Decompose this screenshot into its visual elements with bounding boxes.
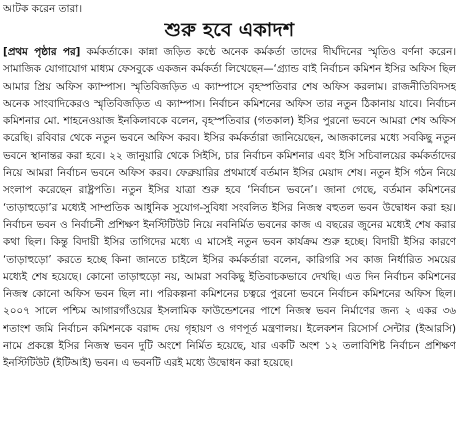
article-clipping — [3, 2, 456, 445]
previous-article-tail: আটক করেন তারা। — [3, 3, 83, 15]
article-headline: শুরু হবে একাদশ — [164, 19, 295, 41]
continued-label: [প্রথম পৃষ্ঠার পর] — [3, 46, 81, 58]
article-body — [3, 44, 456, 373]
article-body-text: কর্মকর্তাকে। কান্না জড়িত কণ্ঠে অনেক কর্মকর্তা তাদের দীর্ঘদিনের স্মৃতিও বর্ণনা করেন। সামাজিক যোগাযোগ মাধ্যম ফেসবুকে একজন কর্মকর্তা লিখেছেন—‘গ্র্যান্ড বাই নির্বাচন কমিশন ইসির অফিস ছিল আমার প্রিয় অফিস ক্যাম্পাস। স্মৃতিবিজড়িত এ ক্যাম্পাসে বৃহস্পতিবার শেষ অফিস করলাম। রাজনীতিবিদসহ অনেক সাংবাদিকেরও স্মৃতিবিজড়িত এ ক্যাম্পাস। নির্বাচন কমিশনের অফিস তার নতুন ঠিকানায় যাবে। নির্বাচন কমিশনার মো. শাহনেওয়াজ ইনকিলাবকে বলেন, বৃহস্পতিবার (গতকাল) ইসির পুরনো ভবনে আমরা শেষ অফিস করেছি। রবিবার থেকে নতুন ভবনে অফিস করব। ইসির কর্মকর্তারা জানিয়েছেন, আজকালের মধ্যে সবকিছু নতুন ভবনে স্থানান্তর করা হবে। ২২ জানুয়ারি থেকে সিইসি, চার নির্বাচন কমিশনার এবং ইসি সচিবালয়ের কর্মকর্তাদের নিয়ে আমরা নির্বাচন ভবনে অফিস করব। ফেব্রুয়ারির প্রথমার্ধে বর্তমান ইসির মেয়াদ শেষ। নতুন ইসি গঠন নিয়ে সংলাপ করেছেন রাষ্ট্রপতি। নতুন ইসির যাত্রা শুরু হবে ‘নির্বাচন ভবনে’। জানা গেছে, বর্তমান কমিশনের ‘তাড়াহুড়ো’র মধ্যেই সাম্প্রতিক আধুনিক সুযোগ-সুবিধা সংবলিত ইসির নিজস্ব বহুতল ভবন উদ্বোধন করা হয়। নির্বাচন ভবন ও নির্বাচনী প্রশিক্ষণ ইনস্টিটিউট নিয়ে নবনির্মিত ভবনের কাজ এ বছরের জুনের মধ্যেই শেষ করার কথা ছিল। কিন্তু বিদায়ী ইসির তাগিদের মধ্যে এ মাসেই নতুন ভবন কার্যক্রম শুরু হচ্ছে। বিদায়ী ইসির কারণে ‘তাড়াহুড়ো’ করতে হচ্ছে কিনা জানতে চাইলে ইসির কর্মকর্তারা বলেন, কারিগরি সব কাজ নির্ধারিত সময়ের মধ্যেই শেষ হয়েছে। কোনো তাড়াহুড়ো নয়, আমরা সবকিছু ইতিবাচকভাবে দেখছি। এত দিন নির্বাচন কমিশনের নিজস্ব কোনো অফিস ভবন ছিল না। পরিকল্পনা কমিশনের চত্বরে পুরনো ভবনে নির্বাচন কমিশনের অফিস ছিল। ২০০৭ সালে পশ্চিম আগারগাঁওয়ের ইসলামিক ফাউন্ডেশনের পাশে নিজস্ব ভবন নির্মাণের জন্য ২ একর ৩৬ শতাংশ জমি নির্বাচন কমিশনকে বরাদ্দ দেয় গৃহায়ণ ও গণপূর্ত মন্ত্রণালয়। ইলেকশন রিসোর্স সেন্টার (ইআরসি) নামে প্রকল্পে ইসির নিজস্ব ভবন দুটি অংশে নির্মিত হয়েছে, যার একটি অংশ ১২ তলাবিশিষ্ট নির্বাচন প্রশিক্ষণ ইনস্টিটিউট (ইটিআই) ভবন। এ ভবনটি এরই মধ্যে উদ্বোধন করা হয়েছে। — [3, 46, 456, 370]
